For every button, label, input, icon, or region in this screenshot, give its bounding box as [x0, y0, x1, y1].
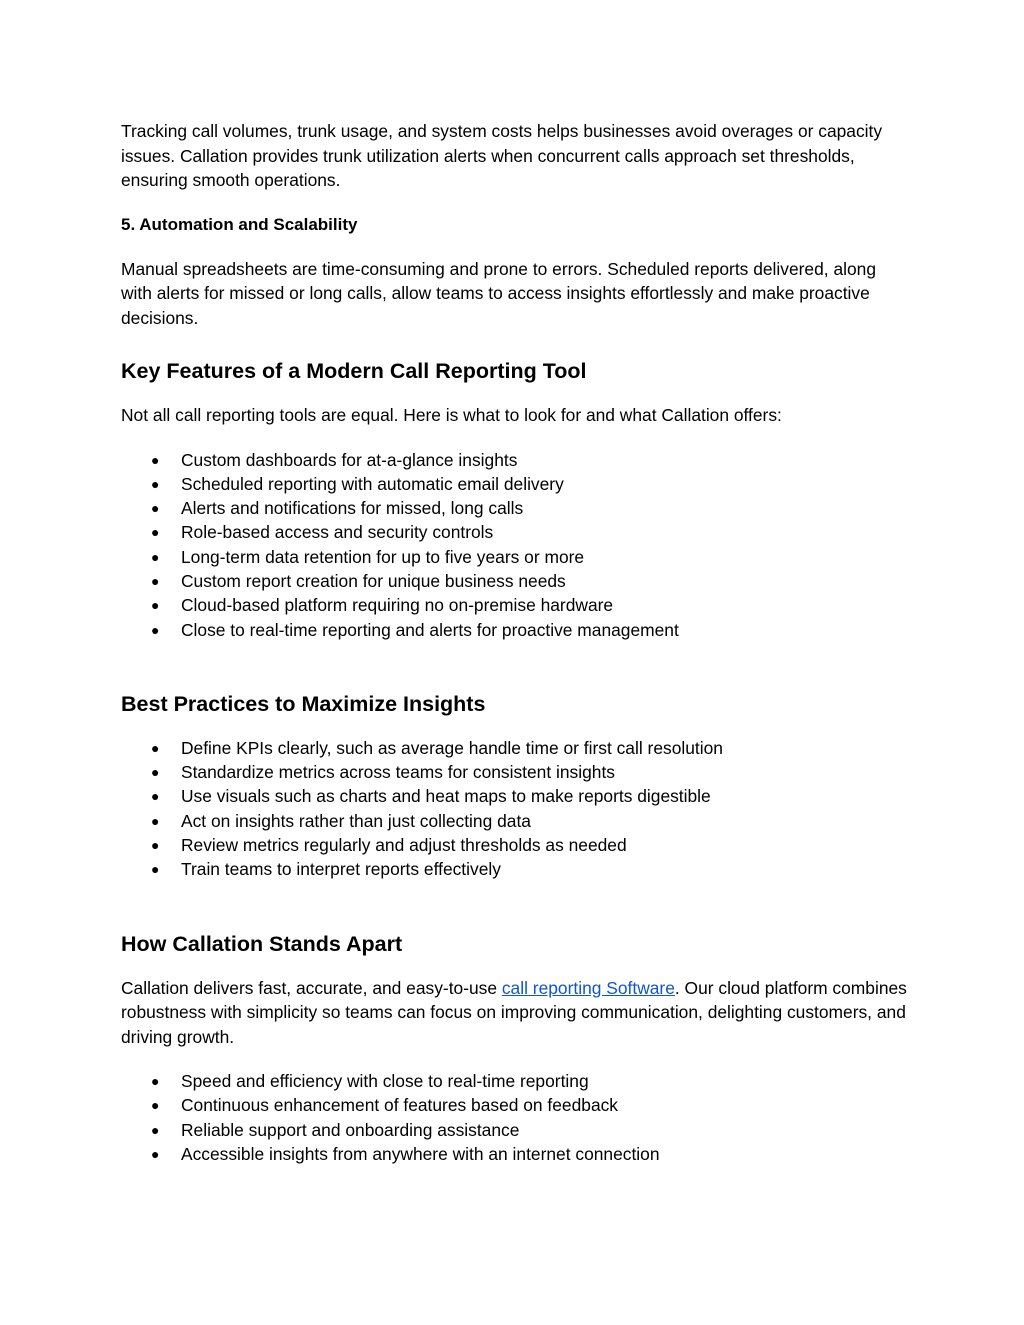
stands-apart-list: [121, 1069, 911, 1166]
list-item: ● Use visuals such as charts and heat maps to make reports digestible: [121, 784, 911, 808]
list-item: ● Custom dashboards for at-a-glance insights: [121, 448, 911, 472]
stands-apart-paragraph: Callation delivers fast, accurate, and easy-to-use call reporting Software. Our cloud platform combines robustness with simplicity so teams can focus on improving communication, delighting customers, and driving growth.: [121, 977, 907, 1047]
automation-heading: 5. Automation and Scalability: [121, 214, 358, 234]
bullet-icon: ●: [151, 451, 160, 468]
bullet-icon: ●: [151, 861, 160, 878]
bullet-icon: ●: [151, 548, 160, 565]
list-item: ● Review metrics regularly and adjust thresholds as needed: [121, 833, 911, 857]
bullet-icon: ●: [151, 500, 160, 517]
bullet-icon: ●: [151, 524, 160, 541]
bullet-icon: ●: [151, 739, 160, 756]
bullet-icon: ●: [151, 764, 160, 781]
list-item: ● Act on insights rather than just collecting data: [121, 809, 911, 833]
list-item: ● Close to real-time reporting and alerts for proactive management: [121, 618, 911, 642]
key-features-intro: Not all call reporting tools are equal. Here is what to look for and what Callation offers:: [121, 405, 782, 425]
stands-apart-heading: How Callation Stands Apart: [121, 931, 403, 956]
call-reporting-software-link[interactable]: call reporting Software: [501, 977, 675, 998]
list-item: ● Train teams to interpret reports effectively: [121, 857, 911, 881]
key-features-list: [121, 448, 911, 642]
key-features-heading: Key Features of a Modern Call Reporting Tool: [121, 359, 587, 383]
list-item: ● Speed and efficiency with close to real-time reporting: [121, 1069, 911, 1093]
best-practices-heading: Best Practices to Maximize Insights: [121, 691, 486, 716]
bullet-icon: ●: [151, 788, 160, 805]
list-item: ● Long-term data retention for up to five years or more: [121, 545, 911, 569]
bullet-icon: ●: [151, 597, 160, 614]
list-item: ● Reliable support and onboarding assistance: [121, 1118, 911, 1142]
list-item: ● Accessible insights from anywhere with an internet connection: [121, 1142, 911, 1166]
list-item: ● Define KPIs clearly, such as average handle time or first call resolution: [121, 736, 911, 760]
list-item: ● Alerts and notifications for missed, long calls: [121, 496, 911, 520]
bullet-icon: ●: [151, 621, 160, 638]
bullet-icon: ●: [151, 1097, 160, 1114]
best-practices-list: [121, 736, 911, 882]
bullet-icon: ●: [151, 1121, 160, 1138]
document-page: [121, 119, 911, 1166]
automation-paragraph: Manual spreadsheets are time-consuming and prone to errors. Scheduled reports delivered, along with alerts for missed or long calls, allow teams to access insights effortlessly and make proactive decisions.: [121, 258, 876, 328]
list-item: ● Cloud-based platform requiring no on-premise hardware: [121, 593, 911, 617]
bullet-icon: ●: [151, 475, 160, 492]
bullet-icon: ●: [151, 812, 160, 829]
bullet-icon: ●: [151, 1146, 160, 1163]
list-item: ● Custom report creation for unique business needs: [121, 569, 911, 593]
bullet-icon: ●: [151, 837, 160, 854]
list-item: ● Standardize metrics across teams for consistent insights: [121, 760, 911, 784]
intro-paragraph: Tracking call volumes, trunk usage, and system costs helps businesses avoid overages or capacity issues. Callation provides trunk utilization alerts when concurrent calls approach set thresholds, ensuring smooth operations.: [121, 121, 883, 190]
list-item: ● Role-based access and security controls: [121, 520, 911, 544]
bullet-icon: ●: [151, 1073, 160, 1090]
list-item: ● Scheduled reporting with automatic email delivery: [121, 472, 911, 496]
list-item: ● Continuous enhancement of features based on feedback: [121, 1093, 911, 1117]
bullet-icon: ●: [151, 572, 160, 589]
